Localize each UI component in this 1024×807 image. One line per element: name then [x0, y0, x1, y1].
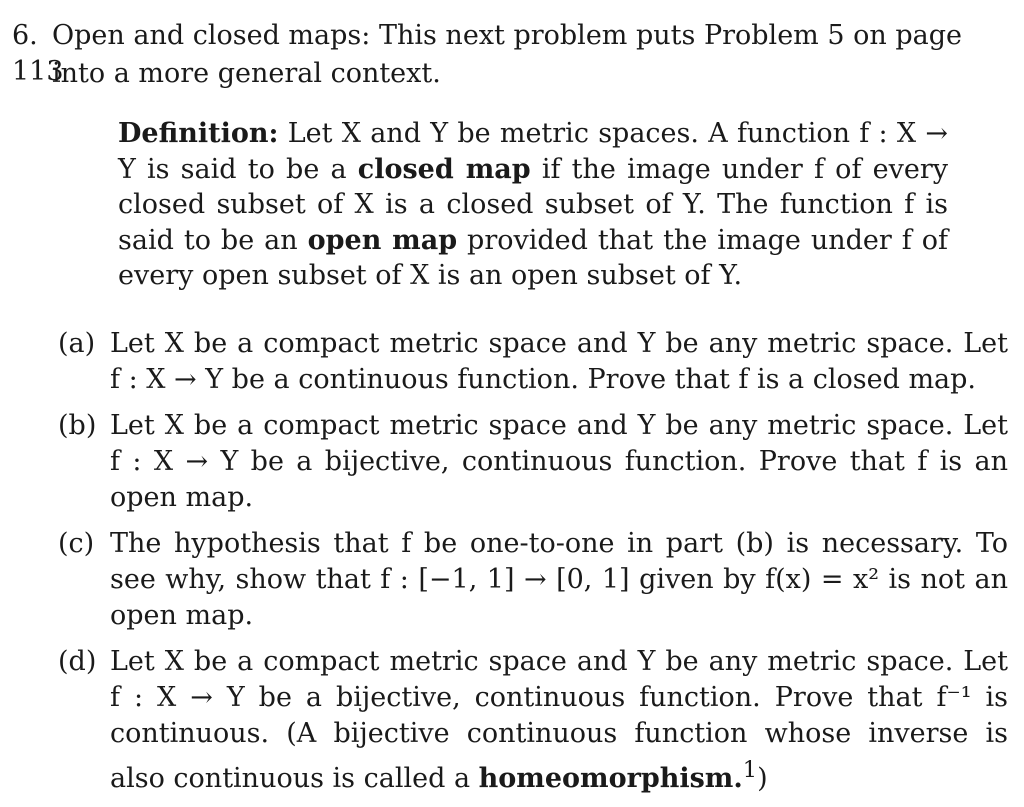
- part-label: (d): [58, 646, 97, 677]
- open-map-term: open map: [307, 224, 458, 256]
- problem-parts-list: [58, 326, 1008, 807]
- problem-part-d: [58, 644, 1008, 797]
- problem-intro-line2: into a more general context.: [52, 58, 441, 89]
- problem-part-b: [58, 408, 1008, 516]
- part-d-text-1: Let X be a compact metric space and Y be any metric space. Let f : X → Y be a bijective, continuous function. Prove that f⁻¹ is continuous. (A bijective continuous function whose inverse is also continuous is called a: [110, 646, 1008, 794]
- part-text: [110, 644, 1008, 797]
- part-label: (c): [58, 528, 95, 559]
- definition-label: Definition:: [118, 118, 279, 149]
- definition-text-2: if the image under f of every closed subset of X is a closed subset of Y. The function f is said to be an: [118, 153, 948, 256]
- problem-part-c: [58, 526, 1008, 634]
- footnote-marker: 1: [742, 757, 758, 783]
- problem-part-a: [58, 326, 1008, 398]
- definition-text-3: provided that the image under f of every open subset of X is an open subset of Y.: [118, 224, 948, 291]
- part-d-text-2: ): [757, 763, 768, 794]
- homeomorphism-term: homeomorphism.: [478, 763, 743, 794]
- part-text: The hypothesis that f be one-to-one in part (b) is necessary. To see why, show that f : [−1, 1] → [0, 1] given by f(x) = x² is not an open map.: [110, 528, 1008, 631]
- problem-intro-line1: Open and closed maps: This next problem puts Problem 5 on page 113: [12, 20, 962, 87]
- part-label: (b): [58, 410, 97, 441]
- problem-number: 6.: [12, 20, 38, 51]
- closed-map-term: closed map: [357, 153, 531, 185]
- part-text: Let X be a compact metric space and Y be any metric space. Let f : X → Y be a bijective, continuous function. Prove that f is an open map.: [110, 410, 1008, 513]
- definition-block: [118, 116, 948, 294]
- definition-text-1: Let X and Y be metric spaces. A function f : X → Y is said to be a: [118, 118, 948, 185]
- part-text: Let X be a compact metric space and Y be any metric space. Let f : X → Y be a continuous function. Prove that f is a closed map.: [110, 328, 1008, 395]
- part-label: (a): [58, 328, 96, 359]
